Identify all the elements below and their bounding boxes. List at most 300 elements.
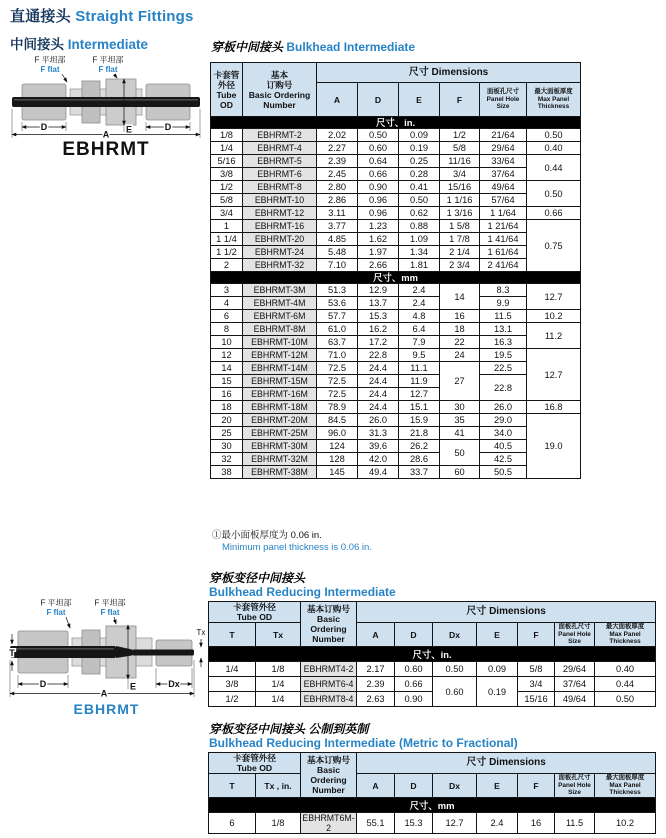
data-cell: 72.5: [317, 388, 358, 401]
header-cell: D: [358, 83, 399, 117]
header-cell: 尺寸 Dimensions: [357, 753, 656, 774]
header-cell: 尺寸 Dimensions: [357, 602, 656, 623]
page-title: [10, 5, 194, 26]
data-cell: 7.10: [317, 259, 358, 272]
data-cell: 24.4: [358, 401, 399, 414]
section1-heading-zh: 穿板中间接头: [211, 40, 284, 54]
header-cell: E: [477, 774, 518, 798]
table-row: [211, 427, 581, 440]
table-row: [211, 233, 581, 246]
diagram2-caption: EBHRMT: [73, 701, 140, 717]
data-cell: 49/64: [555, 692, 595, 707]
data-cell: 60: [440, 466, 480, 479]
data-cell: EBHRMT-32M: [243, 453, 317, 466]
data-cell: 1/4: [256, 692, 301, 707]
data-cell: 1 1/2: [211, 246, 243, 259]
dim-tx-label: Tx: [196, 628, 206, 637]
data-cell: 24: [440, 349, 480, 362]
data-cell: 49.4: [358, 466, 399, 479]
data-cell: 19.0: [527, 414, 581, 479]
unit-band: 尺寸、mm: [211, 272, 581, 284]
data-cell: 1.34: [399, 246, 440, 259]
section1-heading-en: Bulkhead Intermediate: [286, 40, 416, 54]
diagram1-caption: EBHRMT: [62, 139, 150, 160]
data-cell: 2.39: [317, 155, 358, 168]
data-cell: 2.80: [317, 181, 358, 194]
f-flat-label-en: F flat: [40, 65, 60, 74]
data-cell: 0.19: [477, 677, 518, 707]
data-cell: 1 5/8: [440, 220, 480, 233]
data-cell: 16: [518, 813, 555, 834]
section3-heading-en: Bulkhead Reducing Intermediate (Metric to Fractional): [209, 735, 518, 750]
data-cell: 2.66: [358, 259, 399, 272]
table-row: [211, 349, 581, 362]
data-cell: 22.8: [358, 349, 399, 362]
data-cell: 1 21/64: [480, 220, 527, 233]
fitting-drawing: [6, 54, 206, 138]
data-cell: 1/2: [209, 692, 256, 707]
table-row: [211, 323, 581, 336]
section-heading-bulkhead-intermediate: [211, 41, 415, 55]
f-flat-label-zh: F 平坦部: [94, 598, 126, 608]
data-cell: 3/8: [209, 677, 256, 692]
unit-band: 尺寸、in.: [211, 117, 581, 129]
data-cell: 12.7: [433, 813, 477, 834]
header-cell: Dx: [433, 774, 477, 798]
data-cell: 0.50: [399, 194, 440, 207]
header-cell: Tx , in.: [256, 774, 301, 798]
data-cell: 1/4: [211, 142, 243, 155]
f-flat-label-en: F flat: [100, 608, 120, 617]
data-cell: 1/4: [256, 677, 301, 692]
data-cell: 49/64: [480, 181, 527, 194]
header-cell: E: [477, 623, 518, 647]
data-cell: 22: [440, 336, 480, 349]
data-cell: 3.77: [317, 220, 358, 233]
data-cell: 1.09: [399, 233, 440, 246]
page-subtitle-en: Intermediate: [67, 37, 149, 52]
data-cell: 35: [440, 414, 480, 427]
data-cell: 0.75: [527, 220, 581, 272]
f-flat-label-en: F flat: [98, 65, 118, 74]
data-cell: 1: [211, 220, 243, 233]
header-cell: 最大面板厚度 Max Panel Thickness: [595, 623, 656, 647]
data-cell: 22.5: [480, 362, 527, 375]
data-cell: EBHRMT-20M: [243, 414, 317, 427]
dim-e-label: E: [125, 124, 133, 135]
f-flat-label-en: F flat: [46, 608, 66, 617]
header-cell: A: [317, 83, 358, 117]
data-cell: 3/4: [211, 207, 243, 220]
reducing-fitting-diagram: [4, 597, 209, 704]
bulkhead-reducing-metric-table: [208, 752, 656, 834]
data-cell: 41: [440, 427, 480, 440]
data-cell: 29/64: [480, 142, 527, 155]
table-row: [211, 246, 581, 259]
data-cell: 5/8: [211, 194, 243, 207]
page-title-en: Straight Fittings: [75, 8, 194, 25]
header-cell: T: [209, 774, 256, 798]
data-cell: 6: [209, 813, 256, 834]
table-row: [209, 692, 656, 707]
data-cell: 10.2: [527, 310, 581, 323]
data-cell: 13.1: [480, 323, 527, 336]
table-row: [211, 129, 581, 142]
header-cell: 尺寸 Dimensions: [317, 63, 581, 83]
data-cell: 12.7: [527, 349, 581, 401]
data-cell: 1.23: [358, 220, 399, 233]
footnote-en: Minimum panel thickness is 0.06 in.: [222, 542, 372, 553]
table-row: [211, 414, 581, 427]
data-cell: 7.9: [399, 336, 440, 349]
data-cell: 0.66: [395, 677, 433, 692]
data-cell: 12.7: [527, 284, 581, 310]
data-cell: 21/64: [480, 129, 527, 142]
data-cell: 0.64: [358, 155, 399, 168]
table-row: [211, 284, 581, 297]
dim-a-label: A: [100, 688, 108, 699]
fitting-drawing: [4, 597, 209, 699]
data-cell: 15.9: [399, 414, 440, 427]
data-cell: EBHRMT-15M: [243, 375, 317, 388]
data-cell: 6.4: [399, 323, 440, 336]
data-cell: 26.0: [480, 401, 527, 414]
data-cell: 39.6: [358, 440, 399, 453]
data-cell: 12.9: [358, 284, 399, 297]
data-cell: 50.5: [480, 466, 527, 479]
data-cell: 0.41: [399, 181, 440, 194]
data-cell: 128: [317, 453, 358, 466]
data-cell: 19.5: [480, 349, 527, 362]
table-row: [211, 207, 581, 220]
header-cell: 卡套管外径 Tube OD: [209, 602, 301, 623]
table-row: [211, 220, 581, 233]
data-cell: 15.3: [395, 813, 433, 834]
data-cell: 25: [211, 427, 243, 440]
data-cell: 1/8: [211, 129, 243, 142]
section-heading-bulkhead-reducing: [209, 572, 396, 599]
data-cell: 28.6: [399, 453, 440, 466]
data-cell: 2.4: [477, 813, 518, 834]
data-cell: 4.85: [317, 233, 358, 246]
data-cell: 2.02: [317, 129, 358, 142]
dim-d-label: D: [40, 122, 48, 132]
data-cell: 1/2: [211, 181, 243, 194]
data-cell: 57/64: [480, 194, 527, 207]
data-cell: 4.8: [399, 310, 440, 323]
footnote: [212, 530, 372, 554]
data-cell: 96.0: [317, 427, 358, 440]
data-cell: 4: [211, 297, 243, 310]
section2-heading-en: Bulkhead Reducing Intermediate: [209, 584, 396, 599]
data-cell: 1/2: [440, 129, 480, 142]
data-cell: 11/16: [440, 155, 480, 168]
bulkhead-reducing-table: [208, 601, 656, 707]
header-cell: 卡套管外径 Tube OD: [209, 753, 301, 774]
section2-heading-zh: 穿板变径中间接头: [209, 571, 306, 585]
data-cell: 1 1/4: [211, 233, 243, 246]
dim-dx-label: Dx: [168, 679, 180, 689]
data-cell: 16.2: [358, 323, 399, 336]
data-cell: EBHRMT-25M: [243, 427, 317, 440]
data-cell: EBHRMT-8: [243, 181, 317, 194]
data-cell: 30: [440, 401, 480, 414]
data-cell: 0.50: [527, 129, 581, 142]
data-cell: 37/64: [555, 677, 595, 692]
header-cell: 最大面板厚度 Max Panel Thickness: [527, 83, 581, 117]
data-cell: EBHRMT-10: [243, 194, 317, 207]
data-cell: EBHRMT-24: [243, 246, 317, 259]
data-cell: 1 7/8: [440, 233, 480, 246]
table-row: [211, 362, 581, 375]
data-cell: 27: [440, 362, 480, 401]
data-cell: 0.50: [433, 662, 477, 677]
data-cell: 20: [211, 414, 243, 427]
data-cell: 37/64: [480, 168, 527, 181]
data-cell: 1 3/16: [440, 207, 480, 220]
data-cell: 16.8: [527, 401, 581, 414]
f-flat-label-zh: F 平坦部: [40, 598, 72, 608]
data-cell: 124: [317, 440, 358, 453]
header-cell: A: [357, 623, 395, 647]
data-cell: 0.62: [399, 207, 440, 220]
data-cell: 3: [211, 284, 243, 297]
data-cell: 1/8: [256, 813, 301, 834]
data-cell: 0.44: [595, 677, 656, 692]
data-cell: 32: [211, 453, 243, 466]
data-cell: EBHRMT-3M: [243, 284, 317, 297]
header-cell: D: [395, 623, 433, 647]
data-cell: 29.0: [480, 414, 527, 427]
data-cell: 0.09: [399, 129, 440, 142]
data-cell: EBHRMT-5: [243, 155, 317, 168]
data-cell: 15.3: [358, 310, 399, 323]
data-cell: 2 1/4: [440, 246, 480, 259]
table-row: [211, 155, 581, 168]
data-cell: 29/64: [555, 662, 595, 677]
data-cell: 10: [211, 336, 243, 349]
data-cell: 12.7: [399, 388, 440, 401]
table-row: [211, 440, 581, 453]
data-cell: 0.60: [395, 662, 433, 677]
header-cell: 基本订购号 Basic Ordering Number: [301, 753, 357, 798]
data-cell: EBHRMT-16: [243, 220, 317, 233]
data-cell: EBHRMT-20: [243, 233, 317, 246]
data-cell: 2.86: [317, 194, 358, 207]
data-cell: 0.50: [595, 692, 656, 707]
data-cell: 33.7: [399, 466, 440, 479]
data-cell: 78.9: [317, 401, 358, 414]
data-cell: 42.5: [480, 453, 527, 466]
header-cell: 面板孔尺寸 Panel Hole Size: [480, 83, 527, 117]
data-cell: 13.7: [358, 297, 399, 310]
data-cell: 5/8: [440, 142, 480, 155]
data-cell: 2.4: [399, 284, 440, 297]
data-cell: 61.0: [317, 323, 358, 336]
table-row: [211, 181, 581, 194]
data-cell: 0.19: [399, 142, 440, 155]
data-cell: 30: [211, 440, 243, 453]
data-cell: 0.50: [358, 129, 399, 142]
header-cell: 最大面板厚度 Max Panel Thickness: [595, 774, 656, 798]
data-cell: EBHRMT-10M: [243, 336, 317, 349]
data-cell: 53.6: [317, 297, 358, 310]
data-cell: EBHRMT-8M: [243, 323, 317, 336]
header-cell: Tx: [256, 623, 301, 647]
data-cell: 2.39: [357, 677, 395, 692]
table-row: [211, 142, 581, 155]
data-cell: 0.25: [399, 155, 440, 168]
data-cell: 24.4: [358, 375, 399, 388]
data-cell: 16: [211, 388, 243, 401]
data-cell: 15/16: [518, 692, 555, 707]
data-cell: 11.2: [527, 323, 581, 349]
data-cell: 17.2: [358, 336, 399, 349]
data-cell: 18: [211, 401, 243, 414]
table-row: [209, 662, 656, 677]
data-cell: 0.28: [399, 168, 440, 181]
data-cell: 42.0: [358, 453, 399, 466]
data-cell: 26.0: [358, 414, 399, 427]
header-cell: 面板孔尺寸 Panel Hole Size: [555, 774, 595, 798]
data-cell: 2 41/64: [480, 259, 527, 272]
table-row: [211, 310, 581, 323]
data-cell: 0.60: [358, 142, 399, 155]
data-cell: 72.5: [317, 362, 358, 375]
header-cell: 基本 订购号 Basic Ordering Number: [243, 63, 317, 117]
data-cell: 2: [211, 259, 243, 272]
data-cell: 33/64: [480, 155, 527, 168]
data-cell: EBHRMT-4: [243, 142, 317, 155]
data-cell: EBHRMT8-4: [301, 692, 357, 707]
data-cell: 15: [211, 375, 243, 388]
data-cell: 0.09: [477, 662, 518, 677]
data-cell: 9.9: [480, 297, 527, 310]
page-title-zh: 直通接头: [10, 8, 71, 25]
data-cell: 10.2: [595, 813, 656, 834]
data-cell: 11.5: [555, 813, 595, 834]
data-cell: 2.4: [399, 297, 440, 310]
section-heading-bulkhead-reducing-metric: [209, 723, 518, 750]
data-cell: 11.1: [399, 362, 440, 375]
data-cell: EBHRMT-14M: [243, 362, 317, 375]
data-cell: 34.0: [480, 427, 527, 440]
page-subtitle-zh: 中间接头: [10, 37, 64, 52]
data-cell: 1 1/16: [440, 194, 480, 207]
data-cell: EBHRMT-6: [243, 168, 317, 181]
header-cell: 基本订购号 Basic Ordering Number: [301, 602, 357, 647]
table-row: [211, 453, 581, 466]
dim-d-label: D: [164, 122, 172, 132]
data-cell: 3/8: [211, 168, 243, 181]
data-cell: 14: [211, 362, 243, 375]
table-row: [211, 375, 581, 388]
footnote-zh: ①最小面板厚度为 0.06 in.: [212, 530, 322, 541]
data-cell: 1.97: [358, 246, 399, 259]
data-cell: 11.5: [480, 310, 527, 323]
header-cell: 面板孔尺寸 Panel Hole Size: [555, 623, 595, 647]
data-cell: 2.27: [317, 142, 358, 155]
data-cell: 0.60: [433, 677, 477, 707]
data-cell: 51.3: [317, 284, 358, 297]
data-cell: EBHRMT-16M: [243, 388, 317, 401]
header-cell: 卡套管 外径 Tube OD: [211, 63, 243, 117]
section3-heading-zh: 穿板变径中间接头 公制到英制: [209, 722, 369, 736]
data-cell: EBHRMT-30M: [243, 440, 317, 453]
data-cell: 22.8: [480, 375, 527, 401]
data-cell: EBHRMT4-2: [301, 662, 357, 677]
table-row: [211, 194, 581, 207]
data-cell: EBHRMT6M-2: [302, 813, 355, 833]
data-cell: 57.7: [317, 310, 358, 323]
data-cell: 9.5: [399, 349, 440, 362]
data-cell: 8: [211, 323, 243, 336]
data-cell: 1/8: [256, 662, 301, 677]
table-row: [211, 259, 581, 272]
data-cell: 0.90: [395, 692, 433, 707]
data-cell: 5.48: [317, 246, 358, 259]
data-cell: 2.45: [317, 168, 358, 181]
data-cell: 15.1: [399, 401, 440, 414]
f-flat-label-zh: F 平坦部: [34, 55, 66, 65]
header-cell: F: [518, 774, 555, 798]
data-cell: 5/16: [211, 155, 243, 168]
data-cell: 18: [440, 323, 480, 336]
data-cell: 1 41/64: [480, 233, 527, 246]
data-cell: 2 3/4: [440, 259, 480, 272]
data-cell: 1/4: [209, 662, 256, 677]
page-subtitle: [10, 33, 148, 53]
data-cell: 1 1/64: [480, 207, 527, 220]
data-cell: 1.62: [358, 233, 399, 246]
data-cell: 24.4: [358, 388, 399, 401]
data-cell: 72.5: [317, 375, 358, 388]
data-cell: 16.3: [480, 336, 527, 349]
data-cell: 0.90: [358, 181, 399, 194]
data-cell: 40.5: [480, 440, 527, 453]
data-cell: 1 61/64: [480, 246, 527, 259]
data-cell: 0.50: [527, 181, 581, 207]
data-cell: 8.3: [480, 284, 527, 297]
unit-band: 尺寸、mm: [209, 798, 656, 813]
data-cell: 0.40: [595, 662, 656, 677]
table-row: [209, 813, 656, 834]
data-cell: 2.63: [357, 692, 395, 707]
data-cell: EBHRMT-12: [243, 207, 317, 220]
dim-d-label: D: [39, 679, 47, 689]
data-cell: 21.8: [399, 427, 440, 440]
data-cell: 3/4: [440, 168, 480, 181]
data-cell: 71.0: [317, 349, 358, 362]
data-cell: 0.44: [527, 155, 581, 181]
data-cell: 16: [440, 310, 480, 323]
data-cell: 55.1: [357, 813, 395, 834]
data-cell: 0.66: [527, 207, 581, 220]
table-row: [211, 168, 581, 181]
data-cell: 84.5: [317, 414, 358, 427]
data-cell: 145: [317, 466, 358, 479]
data-cell: 63.7: [317, 336, 358, 349]
header-cell: A: [357, 774, 395, 798]
data-cell: EBHRMT-38M: [243, 466, 317, 479]
unit-band: 尺寸、in.: [209, 647, 656, 662]
data-cell: 0.40: [527, 142, 581, 155]
data-cell: EBHRMT-18M: [243, 401, 317, 414]
f-flat-label-zh: F 平坦部: [92, 55, 124, 65]
intermediate-fitting-diagram: [6, 54, 206, 143]
table-row: [211, 466, 581, 479]
data-cell: EBHRMT-2: [243, 129, 317, 142]
